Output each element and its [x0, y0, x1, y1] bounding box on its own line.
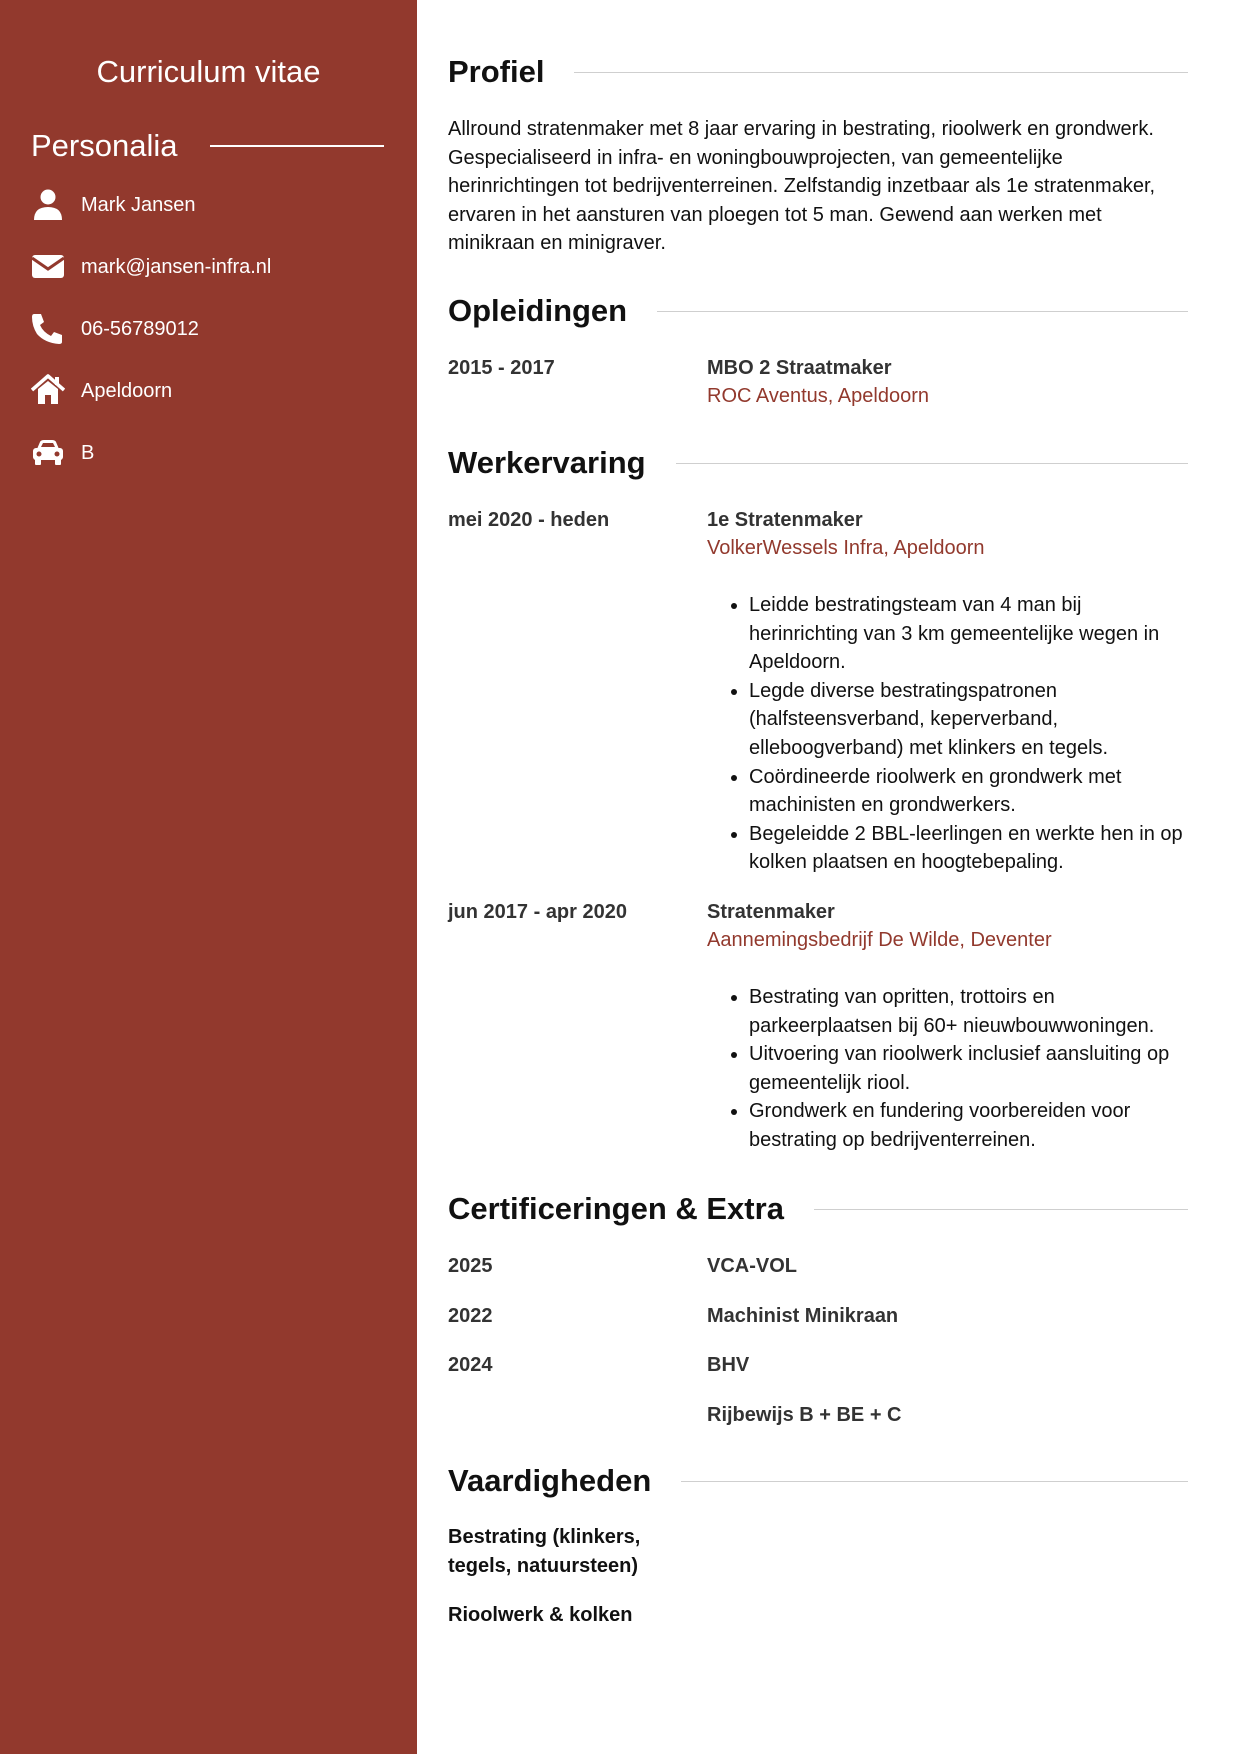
cert-name: Rijbewijs B + BE + C: [707, 1404, 902, 1426]
profiel-text: Allround stratenmaker met 8 jaar ervaring in bestrating, rioolwerk en grondwerk. Gespecialiseerd in infra- en woningbouwprojecten, van gemeentelijke herinrichtingen tot bedrijventerreinen. Zelfstandig inzetbaar als 1e stratenmaker, ervaren in het aansturen van ploegen tot 5 man. Gewend aan werken met minikraan en minigraver.: [448, 118, 1156, 255]
name-text: Mark Jansen: [81, 194, 196, 216]
person-icon: [31, 187, 65, 221]
job-bullet: • Bestrating van opritten, trottoirs en parkeerplaatsen bij 60+ nieuwbouwwoningen.: [749, 983, 1187, 1040]
car-icon: [31, 435, 65, 469]
personal-email: [31, 249, 401, 285]
opleidingen-heading: Opleidingen: [448, 293, 628, 328]
job-employer: Aannemingsbedrijf De Wilde, Deventer: [707, 929, 1052, 951]
cv-title: Curriculum vitae: [96, 54, 321, 89]
job-date: jun 2017 - apr 2020: [448, 901, 627, 923]
section-divider: [681, 1481, 1188, 1482]
personal-license: [31, 435, 401, 471]
education-title: MBO 2 Straatmaker: [707, 357, 892, 379]
job-bullet: • Coördineerde rioolwerk en grondwerk met machinisten en grondwerkers.: [749, 763, 1187, 820]
email-text: mark@jansen-infra.nl: [81, 256, 272, 278]
werkervaring-heading: Werkervaring: [448, 445, 646, 480]
education-institution: ROC Aventus, Apeldoorn: [707, 385, 929, 407]
opleidingen-section-header: [448, 291, 1188, 331]
job-title: 1e Stratenmaker: [707, 509, 863, 531]
section-divider: [676, 463, 1188, 464]
job-title: Stratenmaker: [707, 901, 835, 923]
job-bullet: • Legde diverse bestratingspatronen (halfsteensverband, keperverband, elleboogverband) met klinkers en tegels.: [749, 677, 1187, 763]
certificeringen-heading: Certificeringen & Extra: [448, 1191, 784, 1226]
cert-name: Machinist Minikraan: [707, 1305, 899, 1327]
personal-name: [31, 187, 401, 223]
phone-icon: [31, 311, 65, 345]
envelope-icon: [31, 249, 65, 283]
profiel-heading: Profiel: [448, 54, 545, 89]
cert-year: 2024: [448, 1354, 493, 1376]
job-bullets: [707, 591, 1187, 877]
phone-text: 06-56789012: [81, 318, 199, 340]
sidebar: [0, 0, 417, 1754]
werkervaring-section-header: [448, 443, 1188, 483]
section-divider: [657, 311, 1188, 312]
cert-year: 2022: [448, 1305, 493, 1327]
cert-year: 2025: [448, 1255, 493, 1277]
job-bullet: • Leidde bestratingsteam van 4 man bij herinrichting van 3 km gemeentelijke wegen in Apeldoorn.: [749, 591, 1187, 677]
education-date: 2015 - 2017: [448, 357, 555, 379]
profiel-section-header: [448, 52, 1188, 92]
section-divider: [574, 72, 1188, 73]
city-text: Apeldoorn: [81, 380, 173, 402]
home-icon: [31, 373, 65, 407]
vaardigheden-section-header: [448, 1461, 1188, 1501]
personalia-divider: [210, 145, 384, 147]
section-divider: [814, 1209, 1188, 1210]
job-bullet: • Grondwerk en fundering voorbereiden voor bestrating op bedrijventerreinen.: [749, 1097, 1187, 1154]
personal-phone: [31, 311, 401, 347]
vaardigheden-heading: Vaardigheden: [448, 1463, 652, 1498]
job-bullets: [707, 983, 1187, 1155]
license-text: B: [81, 442, 95, 464]
job-employer: VolkerWessels Infra, Apeldoorn: [707, 537, 985, 559]
certificeringen-section-header: [448, 1189, 1188, 1229]
personal-city: [31, 373, 401, 409]
skill-item: Bestrating (klinkers, tegels, natuursteen): [448, 1526, 641, 1577]
job-bullet: • Uitvoering van rioolwerk inclusief aansluiting op gemeentelijk riool.: [749, 1040, 1187, 1097]
job-date: mei 2020 - heden: [448, 509, 610, 531]
cert-name: VCA-VOL: [707, 1255, 797, 1277]
personalia-heading: Personalia: [31, 128, 178, 163]
job-bullet: • Begeleidde 2 BBL-leerlingen en werkte hen in op kolken plaatsen en hoogtebepaling.: [749, 820, 1187, 877]
main-content: [448, 0, 1188, 1754]
skill-item: Rioolwerk & kolken: [448, 1604, 633, 1626]
cert-name: BHV: [707, 1354, 750, 1376]
